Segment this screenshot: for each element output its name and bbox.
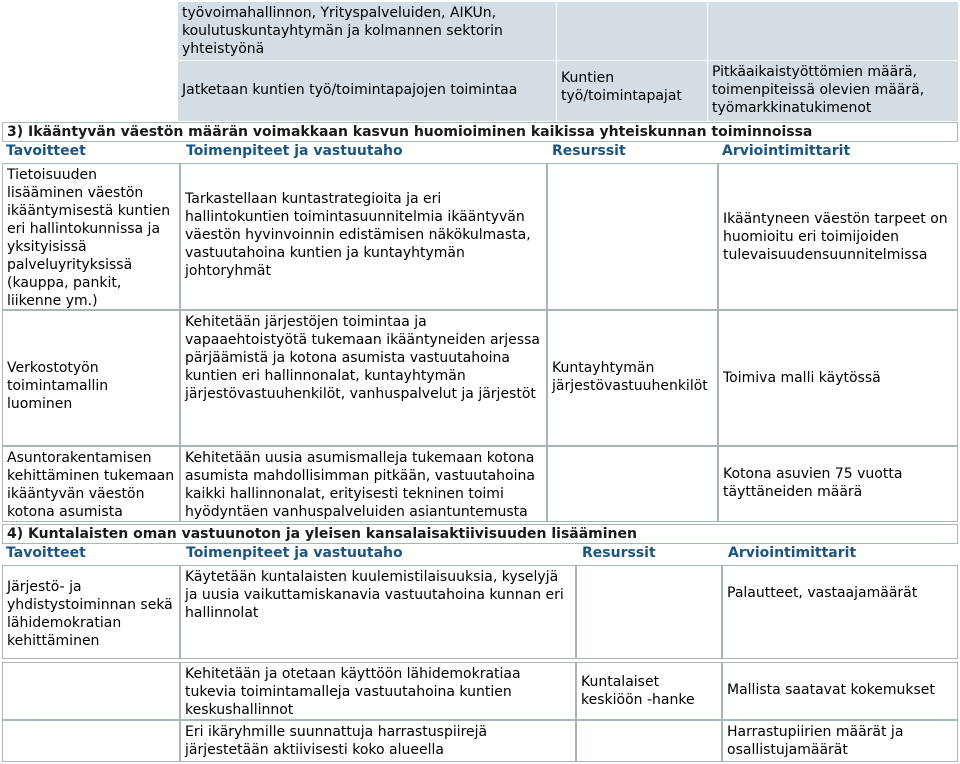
s3-row1-indicator: Ikääntyneen väestön tarpeet on huomioitu eri toimijoiden tulevaisuudensuunnitelmissa [718,163,958,310]
s3-header-actions: Toimenpiteet ja vastuutaho [186,143,403,159]
s3-header-indicators: Arviointimittarit [722,143,851,159]
s3-header-goals: Tavoitteet [6,143,86,159]
top-row2-action: Jatketaan kuntien työ/toimintapajojen toimintaa [178,61,556,121]
s4-row3-goal [2,720,180,762]
s3-row1-resource [547,163,718,310]
s3-row2-resource: Kuntayhtymän järjestövastuuhenkilöt [547,310,718,446]
s3-row1-action: Tarkastellaan kuntastrategioita ja eri hallintokuntien toimintasuunnitelmia ikääntyvän väestön hyvinvoinnin edistämisen näkökulmasta, vastuutahoina kuntien ja kuntayhtymän johtoryhmät [180,163,547,310]
s4-row1-resource [576,565,722,659]
s4-row1-goal: Järjestö- ja yhdistystoiminnan sekä lähidemokratian kehittäminen [2,565,180,659]
top-row1-text: työvoimahallinnon, Yrityspalveluiden, AIKUn, koulutuskuntayhtymän ja kolmannen sektorin yhteistyönä [178,2,556,60]
s4-header-actions: Toimenpiteet ja vastuutaho [186,545,403,561]
s4-row3-indicator: Harrastupiirien määrät ja osallistujamäärät [722,720,958,762]
section3-title: 3) Ikääntyvän väestön määrän voimakkaan kasvun huomioiminen kaikissa yhteiskunnan toiminnoissa [2,122,958,142]
s3-row3-goal: Asuntorakentamisen kehittäminen tukemaan ikääntyvän väestön kotona asumista [2,446,180,522]
s3-row3-resource [547,446,718,522]
s4-row2-resource: Kuntalaiset keskiöön -hanke [576,662,722,720]
s4-row2-action: Kehitetään ja otetaan käyttöön lähidemokratiaa tukevia toimintamalleja vastuutahoina kuntien keskushallinnot [180,662,576,720]
top-left-empty [2,2,178,122]
s4-row1-action: Käytetään kuntalaisten kuulemistilaisuuksia, kyselyjä ja uusia vaikuttamiskanavia vastuutahoina kunnan eri hallinnolat [180,565,576,659]
top-row1-resource [557,2,707,60]
s3-row2-goal: Verkostotyön toimintamallin luominen [2,310,180,446]
s3-row2-indicator: Toimiva malli käytössä [718,310,958,446]
s3-row3-indicator: Kotona asuvien 75 vuotta täyttäneiden määrä [718,446,958,522]
s4-row2-indicator: Mallista saatavat kokemukset [722,662,958,720]
s3-row1-goal: Tietoisuuden lisääminen väestön ikääntymisestä kuntien eri hallintokunnissa ja yksityisissä palveluyrityksissä (kauppa, pankit, liikenne ym.) [2,163,180,310]
s4-row2-goal [2,662,180,720]
s4-header-indicators: Arviointimittarit [728,545,857,561]
s4-row3-resource [576,720,722,762]
s3-row2-action: Kehitetään järjestöjen toimintaa ja vapaaehtoistyötä tukemaan ikääntyneiden arjessa pärjäämistä ja kotona asumista vastuutahoina kuntien eri hallinnonalat, kuntayhtymän järjestövastuuhenkilöt, vanhuspalvelut ja järjestöt [180,310,547,446]
s4-row3-action: Eri ikäryhmille suunnattuja harrastuspiirejä järjestetään aktiivisesti koko alueella [180,720,576,762]
top-row1-indicator [708,2,958,60]
top-row2-resource: Kuntien työ/toimintapajat [557,61,707,121]
s4-header-resources: Resurssit [582,545,656,561]
s3-header-resources: Resurssit [552,143,626,159]
section4-title: 4) Kuntalaisten oman vastuunoton ja yleisen kansalaisaktiivisuuden lisääminen [2,524,958,544]
s4-row1-indicator: Palautteet, vastaajamäärät [722,565,958,659]
s3-row3-action: Kehitetään uusia asumismalleja tukemaan kotona asumista mahdollisimman pitkään, vastuutahoina kaikki hallinnonalat, erityisesti tekninen toimi hyödyntäen vanhuspalveluiden asiantuntemusta [180,446,547,522]
s4-header-goals: Tavoitteet [6,545,86,561]
top-row2-indicator: Pitkäaikaistyöttömien määrä, toimenpiteissä olevien määrä, työmarkkinatukimenot [708,61,958,121]
